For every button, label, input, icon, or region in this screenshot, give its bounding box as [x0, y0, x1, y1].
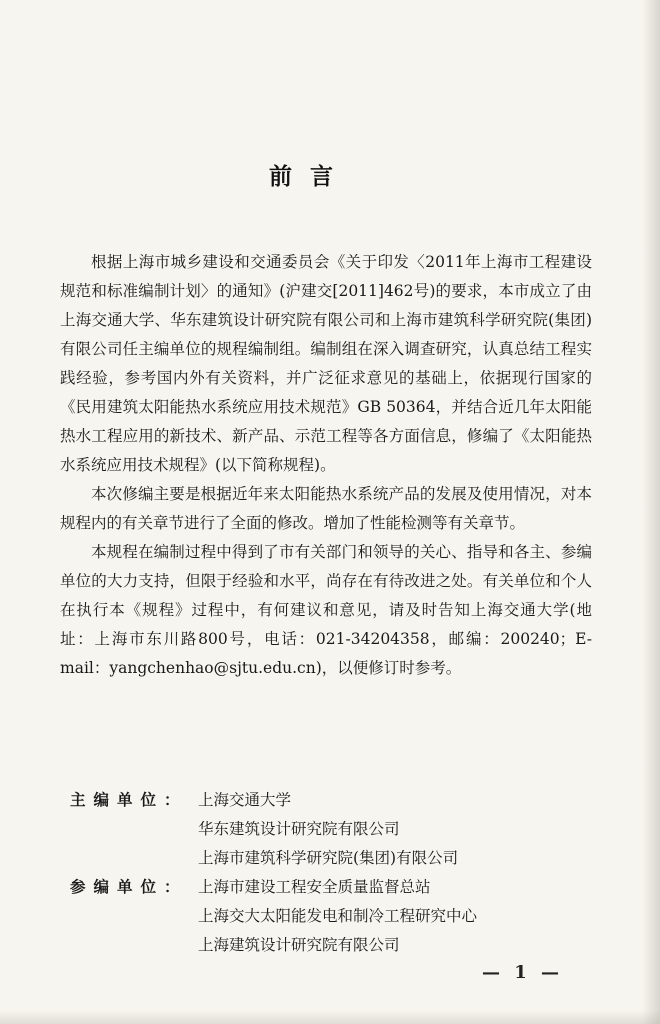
unit-name: 上海建筑设计研究院有限公司 [198, 936, 400, 954]
editor-units-list [70, 786, 590, 960]
unit-name: 上海市建设工程安全质量监督总站 [198, 878, 431, 896]
preface-body [60, 248, 592, 683]
participating-units-names [198, 873, 477, 960]
unit-name: 华东建筑设计研究院有限公司 [198, 820, 400, 838]
page-edge-shadow [642, 0, 660, 1024]
chief-units-group [70, 786, 590, 873]
participating-units-group [70, 873, 590, 960]
page-number: — 1 — [482, 962, 564, 983]
paragraph: 本次修编主要是根据近年来太阳能热水系统产品的发展及使用情况，对本规程内的有关章节进行了全面的修改。增加了性能检测等有关章节。 [60, 485, 592, 532]
unit-name: 上海市建筑科学研究院(集团)有限公司 [198, 849, 459, 867]
participating-units-label: 参编单位： [70, 878, 188, 896]
chief-units-names [198, 786, 458, 873]
unit-name: 上海交通大学 [198, 791, 292, 809]
paragraph: 根据上海市城乡建设和交通委员会《关于印发〈2011年上海市工程建设规范和标准编制计划〉的通知》(沪建交[2011]462号)的要求，本市成立了由上海交通大学、华东建筑设计研究院有限公司和上海市建筑科学研究院(集团)有限公司任主编单位的规程编制组。编制组在深入调查研究，认真总结工程实践经验，参考国内外有关资料，并广泛征求意见的基础上，依据现行国家的《民用建筑太阳能热水系统应用技术规范》GB 50364，并结合近几年太阳能热水工程应用的新技术、新产品、示范工程等各方面信息，修编了《太阳能热水系统应用技术规程》(以下简称规程)。 [60, 253, 592, 474]
page-edge-shadow [0, 1010, 660, 1024]
page-title: 前言 [269, 164, 351, 190]
paragraph: 本规程在编制过程中得到了市有关部门和领导的关心、指导和各主、参编单位的大力支持，但限于经验和水平，尚存在有待改进之处。有关单位和个人在执行本《规程》过程中，有何建议和意见，请及时告知上海交通大学(地址：上海市东川路800号，电话：021-34204358，邮编：200240；E-mail：yangchenhao@sjtu.edu.cn)，以便修订时参考。 [60, 543, 592, 677]
unit-name: 上海交大太阳能发电和制冷工程研究中心 [198, 907, 478, 925]
chief-units-label: 主编单位： [70, 791, 188, 809]
